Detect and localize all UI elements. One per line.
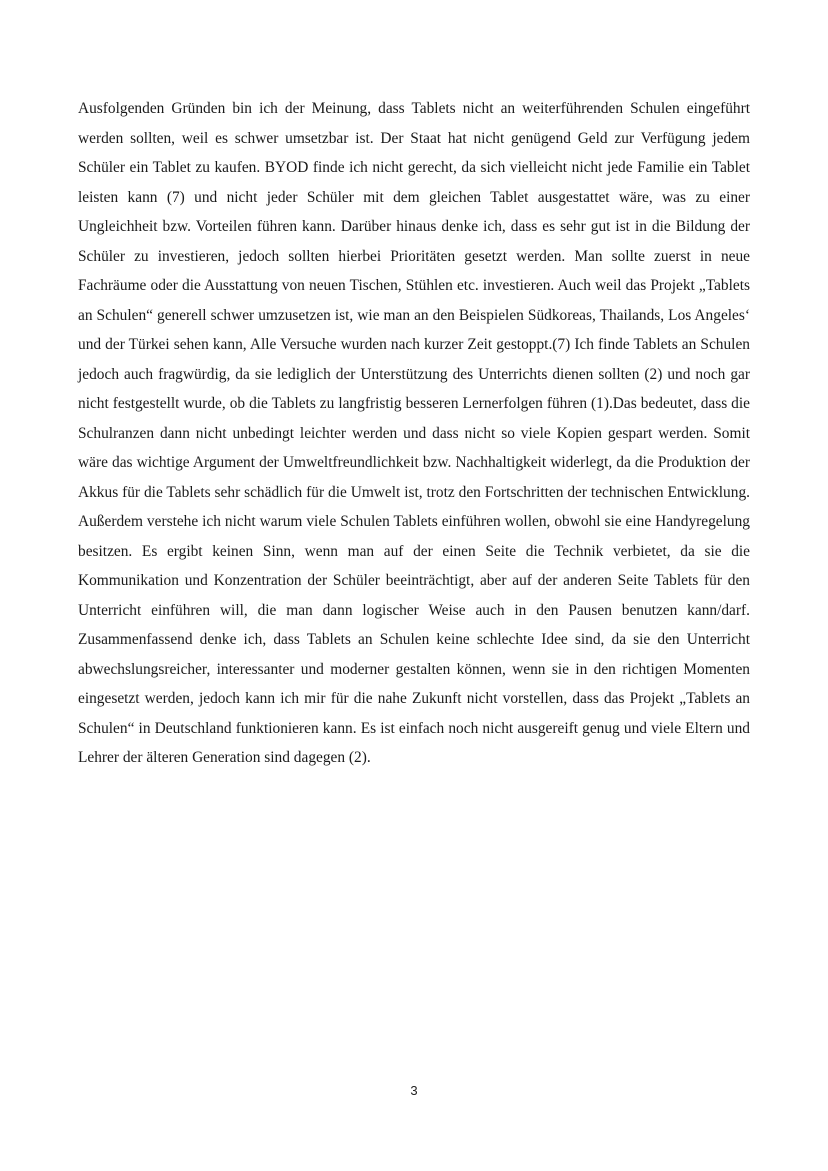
body-paragraph: Ausfolgenden Gründen bin ich der Meinung, dass Tablets nicht an weiterführenden Schulen eingeführt werden sollten, weil es schwer umsetzbar ist. Der Staat hat nicht genügend Geld zur Verfügung jedem Schüler ein Tablet zu kaufen. BYOD finde ich nicht gerecht, da sich vielleicht nicht jede Familie ein Tablet leisten kann (7) und nicht jeder Schüler mit dem gleichen Tablet ausgestattet wäre, was zu einer Ungleichheit bzw. Vorteilen führen kann. Darüber hinaus denke ich, dass es sehr gut ist in die Bildung der Schüler zu investieren, jedoch sollten hierbei Prioritäten gesetzt werden. Man sollte zuerst in neue Fachräume oder die Ausstattung von neuen Tischen, Stühlen etc. investieren. Auch weil das Projekt „Tablets an Schulen“ generell schwer umzusetzen ist, wie man an den Beispielen Südkoreas, Thailands, Los Angeles‘ und der Türkei sehen kann, Alle Versuche wurden nach kurzer Zeit gestoppt.(7) Ich finde Tablets an Schulen jedoch auch fragwürdig, da sie lediglich der Unterstützung des Unterrichts dienen sollten (2) und noch gar nicht festgestellt wurde, ob die Tablets zu langfristig besseren Lernerfolgen führen (1).Das bedeutet, dass die Schulranzen dann nicht unbedingt leichter werden und dass nicht so viele Kopien gespart werden. Somit wäre das wichtige Argument der Umweltfreundlichkeit bzw. Nachhaltigkeit widerlegt, da die Produktion der Akkus für die Tablets sehr schädlich für die Umwelt ist, trotz den Fortschritten der technischen Entwicklung. Außerdem verstehe ich nicht warum viele Schulen Tablets einführen wollen, obwohl sie eine Handyregelung besitzen. Es ergibt keinen Sinn, wenn man auf der einen Seite die Technik verbietet, da sie die Kommunikation und Konzentration der Schüler beeinträchtigt, aber auf der anderen Seite Tablets für den Unterricht einführen will, die man dann logischer Weise auch in den Pausen benutzen kann/darf. Zusammenfassend denke ich, dass Tablets an Schulen keine schlechte Idee sind, da sie den Unterricht abwechslungsreicher, interessanter und moderner gestalten können, wenn sie in den richtigen Momenten eingesetzt werden, jedoch kann ich mir für die nahe Zukunft nicht vorstellen, dass das Projekt „Tablets an Schulen“ in Deutschland funktionieren kann. Es ist einfach noch nicht ausgereift genug und viele Eltern und Lehrer der älteren Generation sind dagegen (2).: [78, 100, 750, 766]
page-number: 3: [410, 1083, 418, 1098]
